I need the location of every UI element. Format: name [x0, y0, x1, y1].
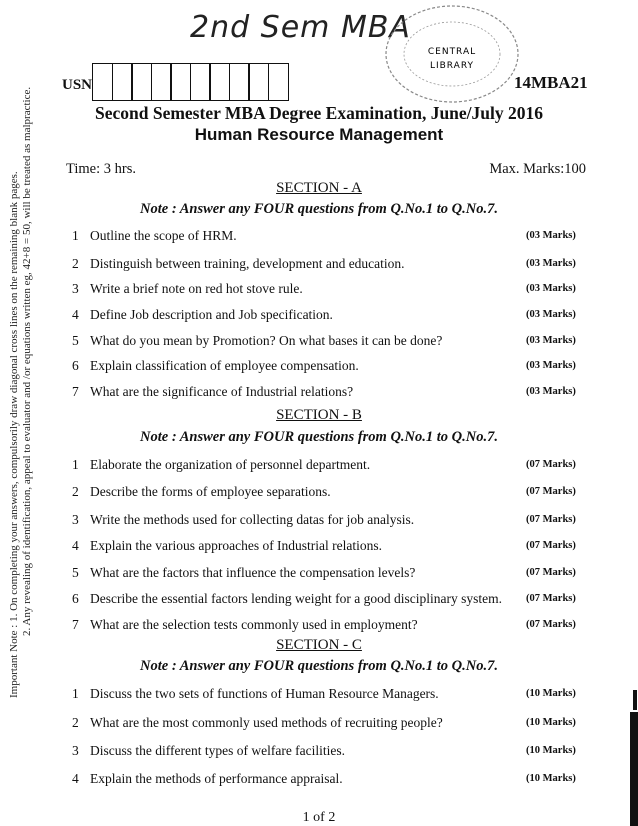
question-marks: (07 Marks) [526, 567, 576, 578]
question-marks: (07 Marks) [526, 593, 576, 604]
question-text: Describe the essential factors lending weight for a good disciplinary system. [90, 591, 503, 606]
question-text: What are the most commonly used methods of recruiting people? [90, 715, 443, 730]
question-number: 2 [72, 484, 79, 499]
question-text: Elaborate the organization of personnel department. [90, 457, 371, 472]
question-marks: (10 Marks) [526, 688, 576, 699]
question-text: Distinguish between training, development and education. [90, 256, 405, 271]
question-text: What are the significance of Industrial relations? [90, 384, 354, 399]
usn-digit-box[interactable] [248, 63, 269, 101]
important-note-line2: 2. Any revealing of identification, appeal to evaluator and /or equations written eg, 42+8 = 50, will be treated as malpractice. [21, 86, 33, 636]
question-text: Write a brief note on red hot stove rule. [90, 281, 303, 296]
question-marks: (03 Marks) [526, 309, 576, 320]
question-number: 3 [72, 512, 79, 527]
question-number: 3 [72, 743, 79, 758]
question-text: What do you mean by Promotion? On what bases it can be done? [90, 333, 443, 348]
usn-digit-box[interactable] [229, 63, 250, 101]
question-marks: (07 Marks) [526, 514, 576, 525]
question-number: 4 [72, 771, 79, 786]
section-note: Note : Answer any FOUR questions from Q.No.1 to Q.No.7. [140, 429, 498, 445]
stamp-line2: LIBRARY [429, 61, 475, 71]
question-number: 4 [72, 538, 79, 553]
time-label: Time: 3 hrs. [66, 161, 136, 177]
question-marks: (03 Marks) [526, 283, 576, 294]
question-text: Explain the various approaches of Industrial relations. [90, 538, 383, 553]
question-marks: (10 Marks) [526, 745, 576, 756]
question-row [0, 484, 638, 504]
usn-boxes [92, 63, 287, 101]
question-row [0, 358, 638, 378]
usn-digit-box[interactable] [170, 63, 191, 101]
question-text: What are the factors that influence the compensation levels? [90, 565, 416, 580]
question-number: 1 [72, 686, 79, 701]
stamp-line1: CENTRAL [427, 47, 477, 57]
usn-digit-box[interactable] [92, 63, 113, 101]
question-number: 7 [72, 617, 79, 632]
question-number: 3 [72, 281, 79, 296]
question-row [0, 617, 638, 637]
question-number: 2 [72, 256, 79, 271]
scan-edge-mark [630, 712, 638, 826]
usn-digit-box[interactable] [268, 63, 289, 101]
library-stamp [382, 2, 522, 107]
question-row [0, 228, 638, 248]
question-row [0, 771, 638, 791]
section-title: SECTION - A [276, 180, 362, 196]
question-marks: (07 Marks) [526, 619, 576, 630]
question-number: 5 [72, 565, 79, 580]
question-row [0, 333, 638, 353]
paper-code: 14MBA21 [514, 73, 588, 92]
question-number: 5 [72, 333, 79, 348]
question-row [0, 307, 638, 327]
usn-digit-box[interactable] [190, 63, 211, 101]
question-marks: (03 Marks) [526, 258, 576, 269]
question-marks: (03 Marks) [526, 360, 576, 371]
question-row [0, 715, 638, 735]
usn-digit-box[interactable] [112, 63, 133, 101]
question-number: 6 [72, 358, 79, 373]
question-text: Describe the forms of employee separations. [90, 484, 331, 499]
question-row [0, 591, 638, 611]
question-row [0, 256, 638, 276]
max-marks-label: Max. Marks:100 [489, 161, 586, 177]
page-footer: 1 of 2 [302, 810, 336, 825]
question-number: 6 [72, 591, 79, 606]
section-note: Note : Answer any FOUR questions from Q.No.1 to Q.No.7. [140, 658, 498, 674]
question-number: 7 [72, 384, 79, 399]
question-marks: (03 Marks) [526, 335, 576, 346]
question-text: Outline the scope of HRM. [90, 228, 237, 243]
section-note: Note : Answer any FOUR questions from Q.No.1 to Q.No.7. [140, 201, 498, 217]
handwritten-annotation: 2nd Sem MBA [190, 10, 411, 45]
question-marks: (07 Marks) [526, 486, 576, 497]
usn-label: USN [62, 77, 93, 93]
usn-digit-box[interactable] [209, 63, 230, 101]
section-title: SECTION - C [276, 637, 362, 653]
question-marks: (07 Marks) [526, 459, 576, 470]
question-marks: (03 Marks) [526, 230, 576, 241]
usn-digit-box[interactable] [151, 63, 172, 101]
question-row [0, 743, 638, 763]
question-row [0, 384, 638, 404]
question-row [0, 457, 638, 477]
question-text: Discuss the two sets of functions of Human Resource Managers. [90, 686, 439, 701]
question-row [0, 281, 638, 301]
question-row [0, 512, 638, 532]
important-note-line1: Important Note : 1. On completing your answers, compulsorily draw diagonal cross lines on the remaining blank pages. [8, 171, 20, 698]
section-title: SECTION - B [276, 407, 362, 423]
question-text: Explain classification of employee compensation. [90, 358, 359, 373]
question-marks: (07 Marks) [526, 540, 576, 551]
question-row [0, 565, 638, 585]
question-text: What are the selection tests commonly used in employment? [90, 617, 418, 632]
question-text: Define Job description and Job specification. [90, 307, 333, 322]
question-number: 1 [72, 228, 79, 243]
question-text: Discuss the different types of welfare facilities. [90, 743, 346, 758]
question-marks: (10 Marks) [526, 773, 576, 784]
question-number: 1 [72, 457, 79, 472]
question-marks: (10 Marks) [526, 717, 576, 728]
question-text: Explain the methods of performance appraisal. [90, 771, 343, 786]
subject-title: Human Resource Management [194, 125, 444, 144]
usn-digit-box[interactable] [131, 63, 152, 101]
scan-edge-mark [633, 690, 637, 710]
question-row [0, 686, 638, 706]
question-marks: (03 Marks) [526, 386, 576, 397]
question-row [0, 538, 638, 558]
question-number: 2 [72, 715, 79, 730]
question-number: 4 [72, 307, 79, 322]
question-text: Write the methods used for collecting datas for job analysis. [90, 512, 415, 527]
exam-title: Second Semester MBA Degree Examination, June/July 2016 [94, 103, 544, 123]
